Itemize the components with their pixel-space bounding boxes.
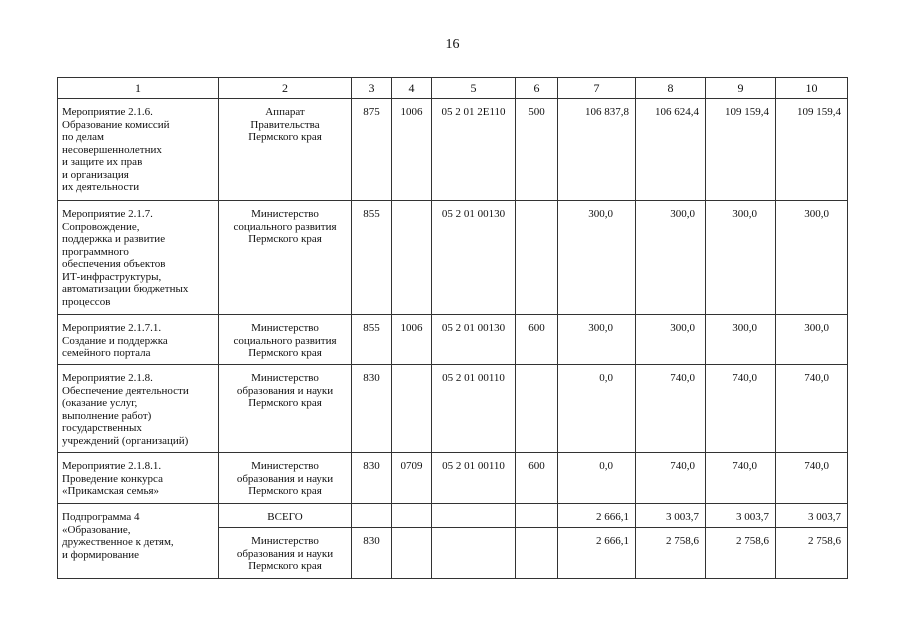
page-number: 16	[445, 37, 460, 52]
cell-col8: 300,0	[636, 201, 706, 315]
header-cell: 7	[558, 78, 636, 99]
cell-col4: 0709	[392, 453, 432, 504]
measure-name: Мероприятие 2.1.6. Образование комиссий по делам несовершеннолетних и защите их прав и организация их деятельности	[58, 99, 219, 201]
table-row	[58, 201, 848, 315]
cell-col4: 1006	[392, 99, 432, 201]
cell-col10: 109 159,4	[776, 99, 848, 201]
cell-col9: 740,0	[706, 365, 776, 453]
header-cell: 3	[352, 78, 392, 99]
cell-col4	[392, 365, 432, 453]
cell-col5: 05 2 01 00110	[432, 365, 516, 453]
cell-col8: 106 624,4	[636, 99, 706, 201]
executor: Министерство социального развития Пермского края	[219, 315, 352, 365]
cell-col8: 2 758,6	[636, 528, 706, 579]
cell-col6: 600	[516, 315, 558, 365]
cell-col9: 300,0	[706, 201, 776, 315]
budget-table	[57, 77, 848, 579]
cell-col3: 855	[352, 201, 392, 315]
header-cell: 5	[432, 78, 516, 99]
cell-col10: 3 003,7	[776, 504, 848, 528]
executor: Министерство образования и науки Пермского края	[219, 528, 352, 579]
header-cell: 4	[392, 78, 432, 99]
cell-col5: 05 2 01 00110	[432, 453, 516, 504]
cell-col6	[516, 504, 558, 528]
cell-col3: 830	[352, 453, 392, 504]
cell-col7: 300,0	[558, 315, 636, 365]
measure-name: Мероприятие 2.1.8. Обеспечение деятельности (оказание услуг, выполнение работ) государственных учреждений (организаций)	[58, 365, 219, 453]
cell-col7: 2 666,1	[558, 528, 636, 579]
header-cell: 9	[706, 78, 776, 99]
cell-col8: 740,0	[636, 365, 706, 453]
cell-col8: 740,0	[636, 453, 706, 504]
executor: Министерство социального развития Пермского края	[219, 201, 352, 315]
cell-col3: 830	[352, 365, 392, 453]
cell-col4: 1006	[392, 315, 432, 365]
cell-col10: 2 758,6	[776, 528, 848, 579]
cell-col5: 05 2 01 2Е110	[432, 99, 516, 201]
cell-col10: 300,0	[776, 201, 848, 315]
cell-col6	[516, 201, 558, 315]
cell-col5	[432, 528, 516, 579]
cell-col5: 05 2 01 00130	[432, 201, 516, 315]
cell-col3: 875	[352, 99, 392, 201]
cell-col3: 855	[352, 315, 392, 365]
cell-col5: 05 2 01 00130	[432, 315, 516, 365]
cell-col9: 3 003,7	[706, 504, 776, 528]
header-cell: 8	[636, 78, 706, 99]
cell-col3	[352, 504, 392, 528]
cell-col8: 3 003,7	[636, 504, 706, 528]
cell-col6: 500	[516, 99, 558, 201]
cell-col10: 740,0	[776, 365, 848, 453]
cell-col10: 300,0	[776, 315, 848, 365]
cell-col8: 300,0	[636, 315, 706, 365]
cell-col6	[516, 365, 558, 453]
cell-col7: 0,0	[558, 453, 636, 504]
measure-name: Мероприятие 2.1.8.1. Проведение конкурса «Прикамская семья»	[58, 453, 219, 504]
total-label: ВСЕГО	[219, 504, 352, 528]
cell-col6: 600	[516, 453, 558, 504]
cell-col4	[392, 201, 432, 315]
header-cell: 6	[516, 78, 558, 99]
cell-col9: 300,0	[706, 315, 776, 365]
header-cell: 2	[219, 78, 352, 99]
header-row	[58, 78, 848, 99]
cell-col6	[516, 528, 558, 579]
cell-col7: 106 837,8	[558, 99, 636, 201]
header-cell: 10	[776, 78, 848, 99]
cell-col7: 0,0	[558, 365, 636, 453]
cell-col5	[432, 504, 516, 528]
measure-name: Мероприятие 2.1.7. Сопровождение, поддержка и развитие программного обеспечения объектов ИТ-инфраструктуры, автоматизации бюджетных процессов	[58, 201, 219, 315]
cell-col7: 2 666,1	[558, 504, 636, 528]
cell-col10: 740,0	[776, 453, 848, 504]
table-row	[58, 453, 848, 504]
executor: Аппарат Правительства Пермского края	[219, 99, 352, 201]
measure-name: Мероприятие 2.1.7.1. Создание и поддержка семейного портала	[58, 315, 219, 365]
table-row	[58, 504, 848, 528]
executor: Министерство образования и науки Пермского края	[219, 365, 352, 453]
table-row	[58, 365, 848, 453]
executor: Министерство образования и науки Пермского края	[219, 453, 352, 504]
header-cell: 1	[58, 78, 219, 99]
cell-col9: 740,0	[706, 453, 776, 504]
cell-col7: 300,0	[558, 201, 636, 315]
cell-col3: 830	[352, 528, 392, 579]
cell-col4	[392, 504, 432, 528]
cell-col9: 109 159,4	[706, 99, 776, 201]
table-row	[58, 99, 848, 201]
cell-col4	[392, 528, 432, 579]
cell-col9: 2 758,6	[706, 528, 776, 579]
table-row	[58, 315, 848, 365]
subprogram-name: Подпрограмма 4 «Образование, дружественное к детям, и формирование	[58, 504, 219, 579]
